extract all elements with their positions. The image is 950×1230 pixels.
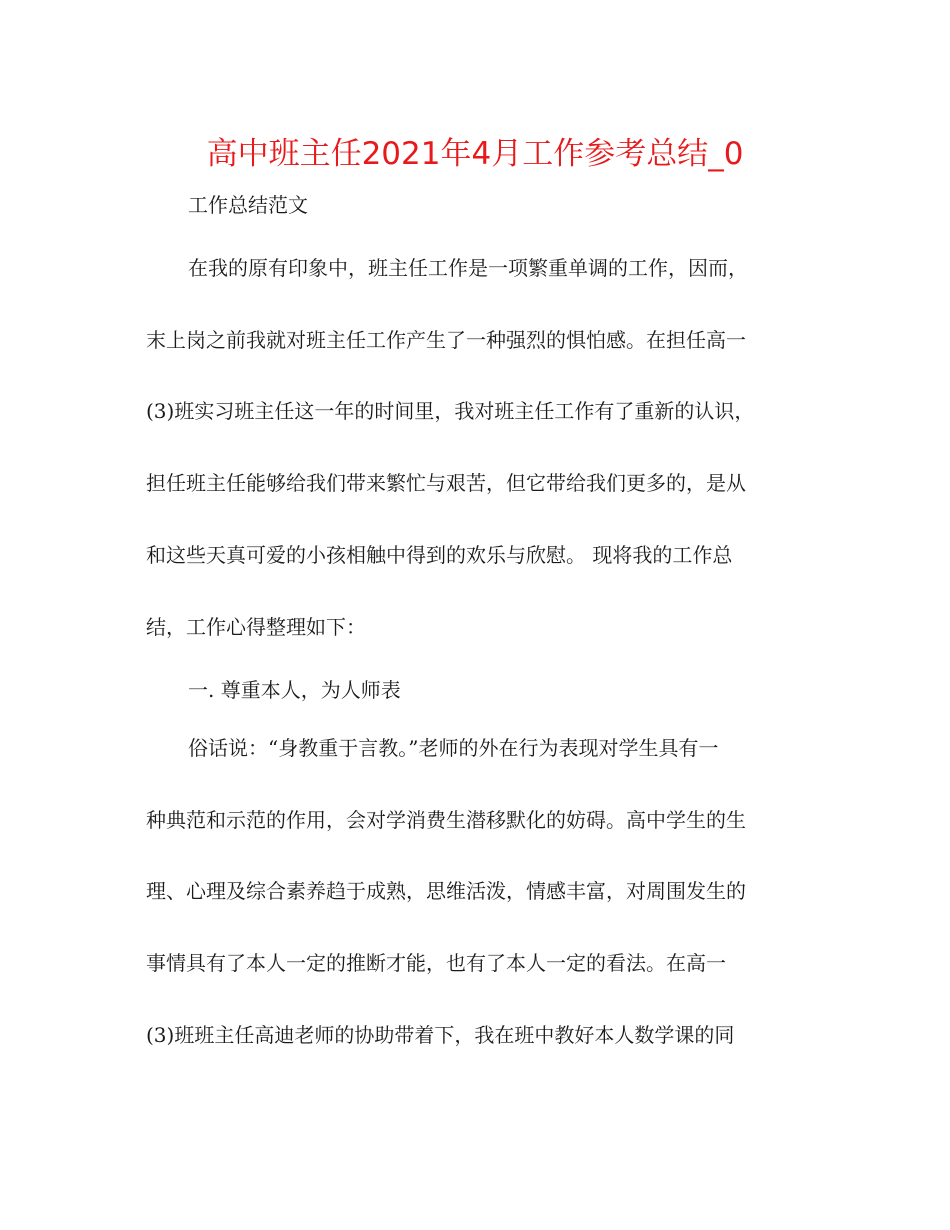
paragraph-line: 结，工作心得整理如下： [146,615,366,639]
paragraph-line: 种典范和示范的作用，会对学消费生潜移默化的妨碍。高中学生的生 [146,808,746,832]
document-subtitle: 工作总结范文 [188,193,308,217]
paragraph-line: 理、心理及综合素养趋于成熟，思维活泼，情感丰富，对周围发生的 [146,879,746,903]
paragraph-line: 事情具有了本人一定的推断才能，也有了本人一定的看法。在高一 [146,951,726,975]
paragraph-line: (3)班实习班主任这一年的时间里，我对班主任工作有了重新的认识， [146,399,755,423]
paragraph-line: 担任班主任能够给我们带来繁忙与艰苦，但它带给我们更多的，是从 [146,471,746,495]
paragraph-line: 俗话说：“身教重于言教。”老师的外在行为表现对学生具有一 [188,736,719,760]
paragraph-line: 末上岗之前我就对班主任工作产生了一种强烈的惧怕感。在担任高一 [146,328,746,352]
paragraph-line: 和这些天真可爱的小孩相触中得到的欢乐与欣慰。 现将我的工作总 [146,543,733,567]
document-title: 高中班主任2021年4月工作参考总结_0 [206,136,744,172]
section-heading: 一. 尊重本人，为人师表 [188,678,401,702]
paragraph-line: (3)班班主任高迪老师的协助带着下，我在班中教好本人数学课的同 [146,1023,735,1047]
paragraph-line: 在我的原有印象中，班主任工作是一项繁重单调的工作，因而， [188,256,748,280]
